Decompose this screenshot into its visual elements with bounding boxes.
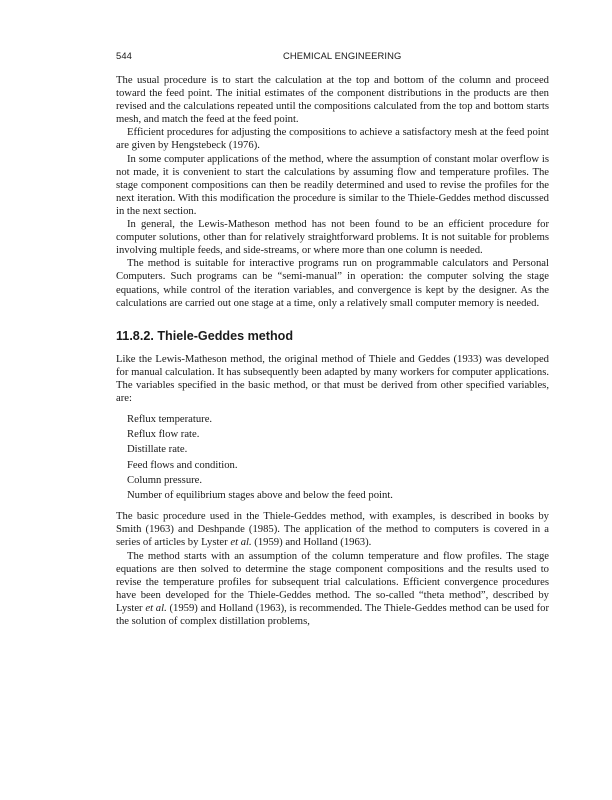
section-intro: Like the Lewis-Matheson method, the original method of Thiele and Geddes (1933) was developed for manual calculation. It has subsequently been adapted by many workers for computer applications. The variables specified in the basic method, or that must be derived from other specified variables, are: — [116, 353, 549, 404]
body-text — [116, 74, 549, 628]
text-run: (1959) and Holland (1963), is recommended. The Thiele-Geddes method can be used for the solution of complex distillation problems, — [116, 602, 550, 628]
citation-et-al: et al. — [230, 537, 252, 549]
variables-list — [116, 412, 549, 503]
paragraph — [116, 510, 549, 549]
citation-et-al: et al. — [145, 602, 167, 614]
list-item: Column pressure. — [127, 474, 203, 486]
section-heading: 11.8.2. Thiele-Geddes method — [116, 328, 294, 343]
text-run: The method starts with an assumption of the column temperature and flow profiles. The stage equations are then solved to determine the stage component compositions and the results used to revise the temperature profiles for subsequent trial calculations. Efficient convergence procedures have been developed for the Thiele-Geddes method. The so-called “theta method”, described by Lyster — [116, 550, 549, 614]
paragraph — [116, 550, 549, 629]
page-number: 544 — [116, 50, 132, 61]
paragraph: Efficient procedures for adjusting the compositions to achieve a satisfactory mesh at the feed point are given by Hengstebeck (1976). — [116, 127, 549, 152]
text-run: The basic procedure used in the Thiele-Geddes method, with examples, is described in books by Smith (1963) and Deshpande (1985). The application of the method to computers is covered in a series of articles by Lyster — [116, 511, 549, 549]
list-item: Feed flows and condition. — [127, 459, 238, 471]
list-item: Number of equilibrium stages above and below the feed point. — [127, 490, 393, 502]
paragraph: The usual procedure is to start the calculation at the top and bottom of the column and proceed toward the feed point. The initial estimates of the component distributions in the products are then revised and the calculations repeated until the compositions calculated from the top and bottom starts mesh, and match the feed at the feed point. — [116, 75, 549, 126]
paragraph: In general, the Lewis-Matheson method has not been found to be an efficient procedure for computer solutions, other than for relatively straightforward problems. It is not suitable for problems involving multiple feeds, and side-streams, or where more than one column is needed. — [116, 219, 549, 257]
list-item: Distillate rate. — [127, 444, 188, 456]
running-title: CHEMICAL ENGINEERING — [283, 50, 402, 61]
list-item: Reflux temperature. — [127, 414, 213, 426]
paragraph: The method is suitable for interactive programs run on programmable calculators and Personal Computers. Such programs can be “semi-manual” in operation: the computer solving the stage equations, while control of the iteration variables, and convergence is kept by the designer. As the calculations are carried out one stage at a time, only a relatively small computer memory is needed. — [116, 258, 549, 309]
text-run: (1959) and Holland (1963). — [251, 537, 372, 549]
paragraph: In some computer applications of the method, where the assumption of constant molar overflow is not made, it is convenient to start the calculations by assuming flow and temperature profiles. The stage component compositions can then be readily determined and used to revise the profiles for the next iteration. With this modification the procedure is similar to the Thiele-Geddes method discussed in the next section. — [116, 153, 549, 217]
running-header — [116, 50, 496, 64]
list-item: Reflux flow rate. — [127, 429, 200, 441]
